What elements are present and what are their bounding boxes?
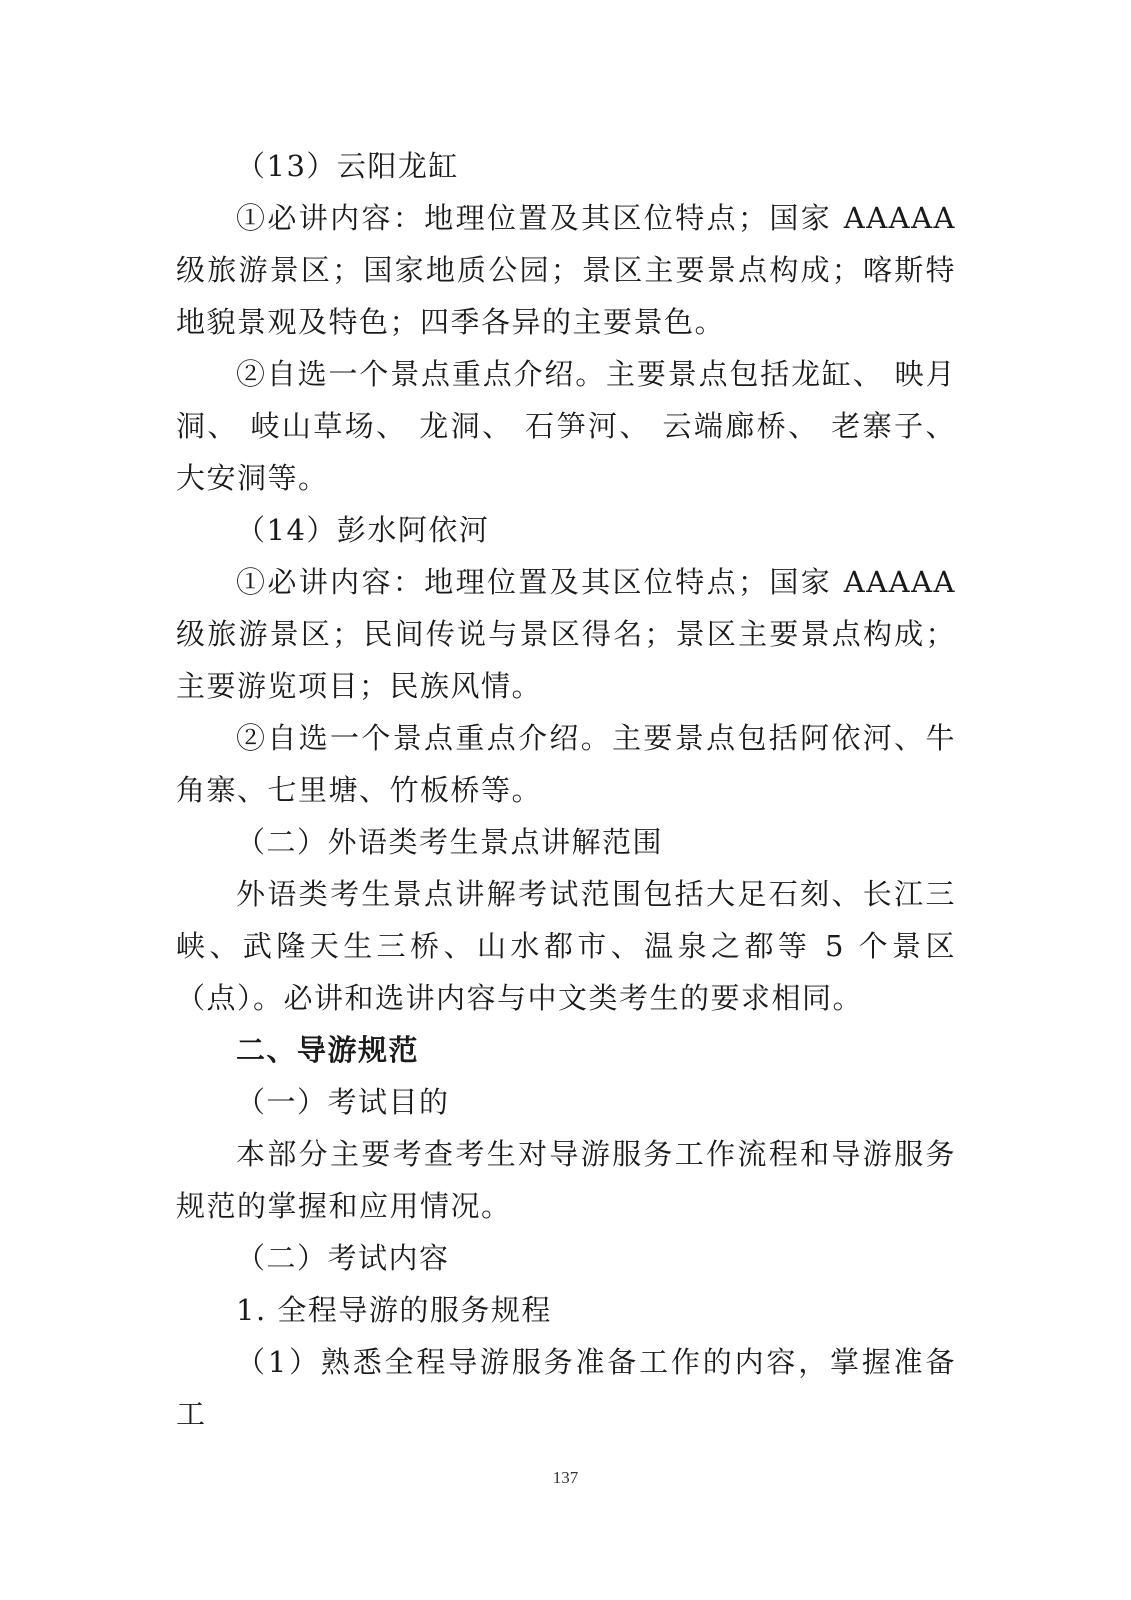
document-body [176, 140, 956, 1440]
paragraph-required-content-longgang: ①必讲内容：地理位置及其区位特点；国家 AAAAA 级旅游景区；国家地质公园；景区主要景点构成；喀斯特地貌景观及特色；四季各异的主要景色。 [176, 201, 956, 339]
paragraph-preparation-work: （1）熟悉全程导游服务准备工作的内容，掌握准备工 [176, 1345, 956, 1431]
paragraph-optional-spot-ayihe: ②自选一个景点重点介绍。主要景点包括阿依河、牛角寨、七里塘、竹板桥等。 [176, 721, 956, 807]
section-heading-foreign-language-scope: （二）外语类考生景点讲解范围 [236, 825, 664, 859]
section-heading-exam-purpose: （一）考试目的 [236, 1085, 450, 1119]
item-heading-service-procedure: 1. 全程导游的服务规程 [236, 1293, 552, 1327]
subsection-heading-pengshui-ayihe: （14）彭水阿依河 [236, 513, 490, 547]
subsection-heading-yunyang-longgang: （13）云阳龙缸 [236, 149, 459, 183]
chapter-heading-guide-standards: 二、导游规范 [236, 1033, 420, 1067]
page-number: 137 [552, 1468, 579, 1487]
paragraph-required-content-ayihe: ①必讲内容：地理位置及其区位特点；国家 AAAAA 级旅游景区；民间传说与景区得名；景区主要景点构成；主要游览项目；民族风情。 [176, 565, 956, 703]
section-heading-exam-content: （二）考试内容 [236, 1241, 450, 1275]
paragraph-optional-spot-longgang: ②自选一个景点重点介绍。主要景点包括龙缸、 映月洞、 岐山草场、 龙洞、 石笋河、 云端廊桥、 老寨子、 大安洞等。 [176, 357, 956, 495]
paragraph-foreign-language-scope: 外语类考生景点讲解考试范围包括大足石刻、长江三峡、武隆天生三桥、山水都市、温泉之都等 5 个景区（点）。必讲和选讲内容与中文类考生的要求相同。 [176, 877, 956, 1015]
paragraph-exam-purpose: 本部分主要考查考生对导游服务工作流程和导游服务规范的掌握和应用情况。 [176, 1137, 956, 1223]
